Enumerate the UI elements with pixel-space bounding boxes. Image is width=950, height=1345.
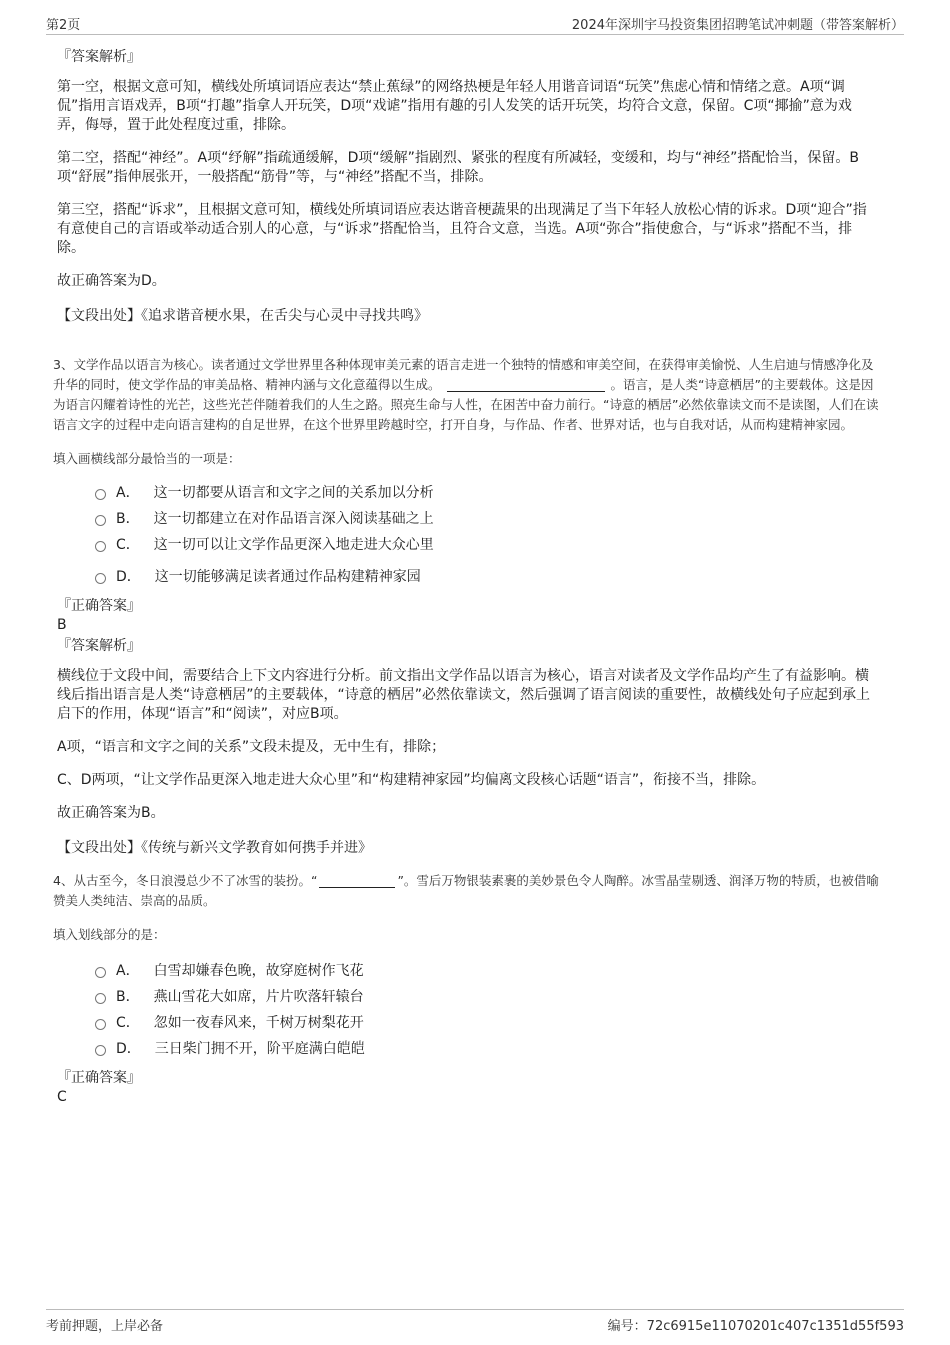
option-d[interactable]: D． 这一切能够满足读者通过作品构建精神家园 <box>95 563 879 589</box>
analysis-conclusion: 故正确答案为D。 <box>57 273 166 289</box>
radio-icon[interactable] <box>95 1019 106 1030</box>
document-title: 2024年深圳宇马投资集团招聘笔试冲刺题（带答案解析） <box>571 18 904 33</box>
option-c[interactable]: C． 忽如一夜春风来，千树万树梨花开 <box>95 1009 879 1035</box>
analysis-title: 『答案解析』 <box>57 638 141 654</box>
analysis-paragraph: A项，“语言和文字之间的关系”文段未提及，无中生有，排除； <box>57 739 446 755</box>
analysis-paragraph: 第一空，根据文意可知，横线处所填词语应表达“禁止蕉绿”的网络热梗是年轻人用谐音词语“玩笑”焦虑心情和情绪之意。A项“调侃”指用言语戏弄，B项“打趣”指拿人开玩笑，D项“戏谑”指用有趣的引人发笑的话开玩笑，均符合文意，保留。C项“揶揄”意为戏弄，侮辱，置于此处程度过重，排除。 <box>57 79 852 133</box>
page-content <box>53 46 879 1105</box>
option-list <box>95 479 879 589</box>
stem-after-blank: 。语言，是人类“诗意栖居”的主要载体。这是因为语言闪耀着诗性的光芒，这些光芒伴随着我们的人生之路。照亮生命与人性，在困苦中奋力前行。“诗意的栖居”必然依靠读文而不是读图，人们在读语言文字的过程中走向语言建构的自足世界，在这个世界里跨越时空，打开自身，与作品、作者、世界对话，也与自我对话，从而构建精神家园。 <box>53 377 879 432</box>
option-list <box>95 957 879 1061</box>
correct-answer-value: C <box>57 1089 67 1105</box>
stem-before-blank: 4、从古至今，冬日浪漫总少不了冰雪的装扮。“ <box>53 873 318 888</box>
passage-source: 【文段出处】《传统与新兴文学教育如何携手并进》 <box>57 840 372 856</box>
analysis-paragraph: 第三空，搭配“诉求”，且根据文意可知，横线处所填词语应表达谐音梗蔬果的出现满足了当下年轻人放松心情的诉求。D项“迎合”指有意使自己的言语或举动适合别人的心意，与“诉求”搭配恰当，且符合文意，当选。A项“弥合”指使愈合，与“诉求”搭配不当，排除。 <box>57 202 867 256</box>
option-b[interactable]: B． 燕山雪花大如席，片片吹落轩辕台 <box>95 983 879 1009</box>
radio-icon[interactable] <box>95 993 106 1004</box>
passage-source: 【文段出处】《追求谐音梗水果，在舌尖与心灵中寻找共鸣》 <box>57 308 428 324</box>
document-code: 编号：72c6915e11070201c407c1351d55f593 <box>607 1319 904 1334</box>
question-3 <box>53 355 879 857</box>
page-footer <box>46 1309 904 1332</box>
radio-icon[interactable] <box>95 515 106 526</box>
radio-icon[interactable] <box>95 573 106 584</box>
option-a[interactable]: A． 白雪却嫌春色晚，故穿庭树作飞花 <box>95 957 879 983</box>
question-stem <box>53 871 879 911</box>
analysis-title: 『答案解析』 <box>57 49 141 65</box>
analysis-paragraph: C、D两项，“让文学作品更深入地走进大众心里”和“构建精神家园”均偏离文段核心话题“语言”，衔接不当，排除。 <box>57 772 766 788</box>
radio-icon[interactable] <box>95 541 106 552</box>
correct-answer-title: 『正确答案』 <box>57 1070 141 1086</box>
analysis-paragraph: 横线位于文段中间，需要结合上下文内容进行分析。前文指出文学作品以语言为核心，语言对读者及文学作品均产生了有益影响。横线后指出语言是人类“诗意栖居”的主要载体，“诗意的栖居”必然依靠读文，然后强调了语言阅读的重要性，故横线处句子应起到承上启下的作用，体现“语言”和“阅读”，对应B项。 <box>57 668 871 722</box>
correct-answer-title: 『正确答案』 <box>57 598 141 614</box>
question-prompt: 填入划线部分的是： <box>53 927 166 942</box>
option-b[interactable]: B． 这一切都建立在对作品语言深入阅读基础之上 <box>95 505 879 531</box>
correct-answer-value: B <box>57 617 67 633</box>
analysis-conclusion: 故正确答案为B。 <box>57 805 165 821</box>
analysis-paragraph: 第二空，搭配“神经”。A项“纾解”指疏通缓解，D项“缓解”指剧烈、紧张的程度有所减轻，变缓和，均与“神经”搭配恰当，保留。B项“舒展”指伸展张开，一般搭配“筋骨”等，与“神经”搭配不当，排除。 <box>57 150 859 185</box>
page-number: 第2页 <box>46 18 81 33</box>
fill-blank <box>447 377 605 392</box>
stem-before-blank: 3、文学作品以语言为核心。读者通过文学世界里各种体现审美元素的语言走进一个独特的情感和审美空间，在获得审美愉悦、人生启迪与情感净化及升华的同时，使文学作品的审美品格、精神内涵与文化意蕴得以生成。 <box>53 357 874 392</box>
question-4 <box>53 871 879 1105</box>
question-prompt: 填入画横线部分最恰当的一项是： <box>53 451 241 466</box>
q2-analysis <box>57 46 879 325</box>
radio-icon[interactable] <box>95 967 106 978</box>
stem-after-blank: ”。雪后万物银装素裹的美妙景色令人陶醉。冰雪晶莹剔透、润泽万物的特质，也被借喻赞美人类纯洁、崇高的品质。 <box>53 873 879 908</box>
fill-blank <box>319 873 395 888</box>
option-c[interactable]: C． 这一切可以让文学作品更深入地走进大众心里 <box>95 531 879 557</box>
radio-icon[interactable] <box>95 1045 106 1056</box>
question-stem <box>53 355 879 435</box>
option-d[interactable]: D． 三日柴门拥不开，阶平庭满白皑皑 <box>95 1035 879 1061</box>
option-a[interactable]: A． 这一切都要从语言和文字之间的关系加以分析 <box>95 479 879 505</box>
page-header <box>46 14 904 35</box>
radio-icon[interactable] <box>95 489 106 500</box>
footer-slogan: 考前押题，上岸必备 <box>46 1319 164 1334</box>
